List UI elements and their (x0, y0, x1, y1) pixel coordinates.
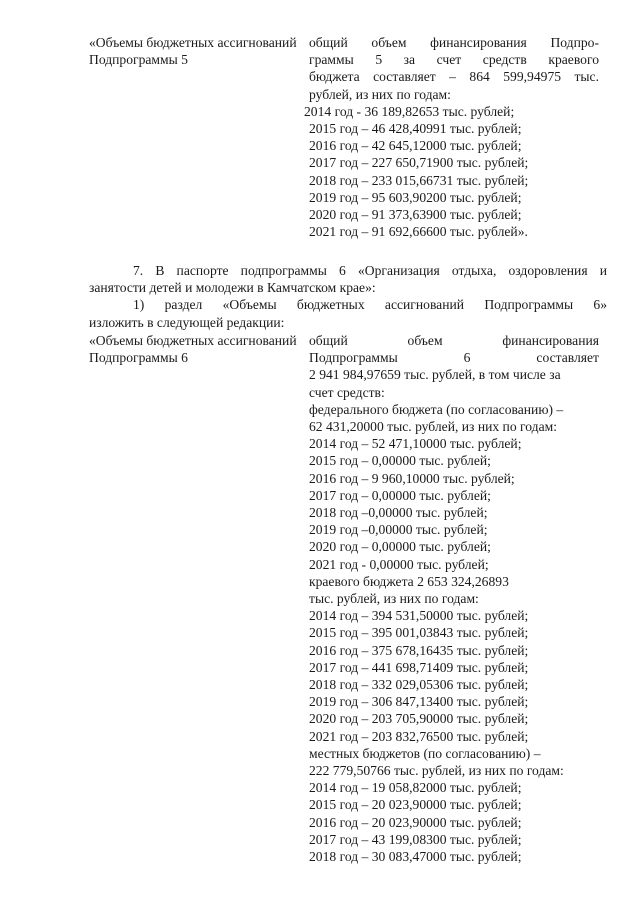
value-line: 2020 год – 203 705,90000 тыс. рублей; (309, 711, 529, 727)
item7-line1: 7. В паспорте подпрограммы 6 «Организация отдыха, оздоровления и (133, 263, 607, 278)
value-line: 2014 год – 394 531,50000 тыс. рублей; (309, 608, 529, 624)
value-line: 2021 год – 203 832,76500 тыс. рублей; (309, 728, 529, 744)
value-line: 2018 год – 30 083,47000 тыс. рублей; (309, 849, 522, 865)
block6-value (309, 332, 599, 865)
value-line: 2015 год – 0,00000 тыс. рублей; (309, 453, 491, 469)
value-line: 62 431,20000 тыс. рублей, из них по годам: (309, 419, 557, 435)
value-line: общий объем финансирования Подпро- (309, 35, 599, 50)
value-line: 2016 год – 375 678,16435 тыс. рублей; (309, 642, 529, 658)
value-line: 2021 год – 91 692,66600 тыс. рублей». (309, 224, 528, 240)
value-line: 2019 год –0,00000 тыс. рублей; (309, 522, 488, 538)
value-line: граммы 5 за счет средств краевого (309, 52, 599, 68)
value-line: Подпрограммы 6 составляет (309, 350, 599, 366)
value-line: 2014 год – 19 058,82000 тыс. рублей; (309, 780, 522, 796)
value-line: 2015 год – 46 428,40991 тыс. рублей; (309, 121, 522, 137)
block5-label: «Объемы бюджетных ассигнований Подпрограммы 5 (89, 35, 297, 68)
value-line: тыс. рублей, из них по годам: (309, 591, 479, 607)
value-line: 2016 год – 20 023,90000 тыс. рублей; (309, 814, 522, 830)
value-line: 2018 год – 332 029,05306 тыс. рублей; (309, 677, 529, 693)
value-line: 2017 год – 43 199,08300 тыс. рублей; (309, 831, 522, 847)
value-line: счет средств: (309, 384, 385, 400)
item7-sub1-line2: изложить в следующей редакции: (89, 314, 285, 330)
value-line: краевого бюджета 2 653 324,26893 (309, 573, 509, 589)
value-line: рублей, из них по годам: (309, 86, 451, 102)
value-line: 2018 год –0,00000 тыс. рублей; (309, 505, 488, 521)
value-line: 2014 год - 36 189,82653 тыс. рублей; (304, 103, 515, 119)
value-line: общий объем финансирования (309, 333, 599, 348)
value-line: 2020 год – 0,00000 тыс. рублей; (309, 539, 491, 555)
block5-value (304, 34, 599, 240)
value-line: 2017 год – 227 650,71900 тыс. рублей; (309, 155, 529, 171)
value-line: 2 941 984,97659 тыс. рублей, в том числе за (309, 367, 561, 383)
value-line: 2017 год – 0,00000 тыс. рублей; (309, 487, 491, 503)
value-line: 222 779,50766 тыс. рублей, из них по годам: (309, 763, 564, 779)
value-line: 2020 год – 91 373,63900 тыс. рублей; (309, 207, 522, 223)
value-line: 2014 год – 52 471,10000 тыс. рублей; (309, 436, 522, 452)
value-line: 2021 год - 0,00000 тыс. рублей; (309, 556, 489, 572)
value-line: бюджета составляет – 864 599,94975 тыс. (309, 69, 599, 85)
value-line: 2018 год – 233 015,66731 тыс. рублей; (309, 172, 529, 188)
value-line: 2015 год – 20 023,90000 тыс. рублей; (309, 797, 522, 813)
value-line: местных бюджетов (по согласованию) – (309, 745, 541, 761)
value-line: 2019 год – 306 847,13400 тыс. рублей; (309, 694, 529, 710)
value-line: 2017 год – 441 698,71409 тыс. рублей; (309, 659, 529, 675)
block6-label: «Объемы бюджетных ассигнований Подпрограммы 6 (89, 333, 297, 366)
value-line: федерального бюджета (по согласованию) – (309, 401, 564, 417)
value-line: 2015 год – 395 001,03843 тыс. рублей; (309, 625, 529, 641)
value-line: 2016 год – 42 645,12000 тыс. рублей; (309, 138, 522, 154)
item7-line2: занятости детей и молодежи в Камчатском крае»: (89, 280, 376, 296)
item7-sub1-line1: 1) раздел «Объемы бюджетных ассигнований Подпрограммы 6» (133, 297, 607, 313)
item7-paragraph (89, 262, 607, 331)
value-line: 2019 год – 95 603,90200 тыс. рублей; (309, 189, 522, 205)
value-line: 2016 год – 9 960,10000 тыс. рублей; (309, 470, 515, 486)
